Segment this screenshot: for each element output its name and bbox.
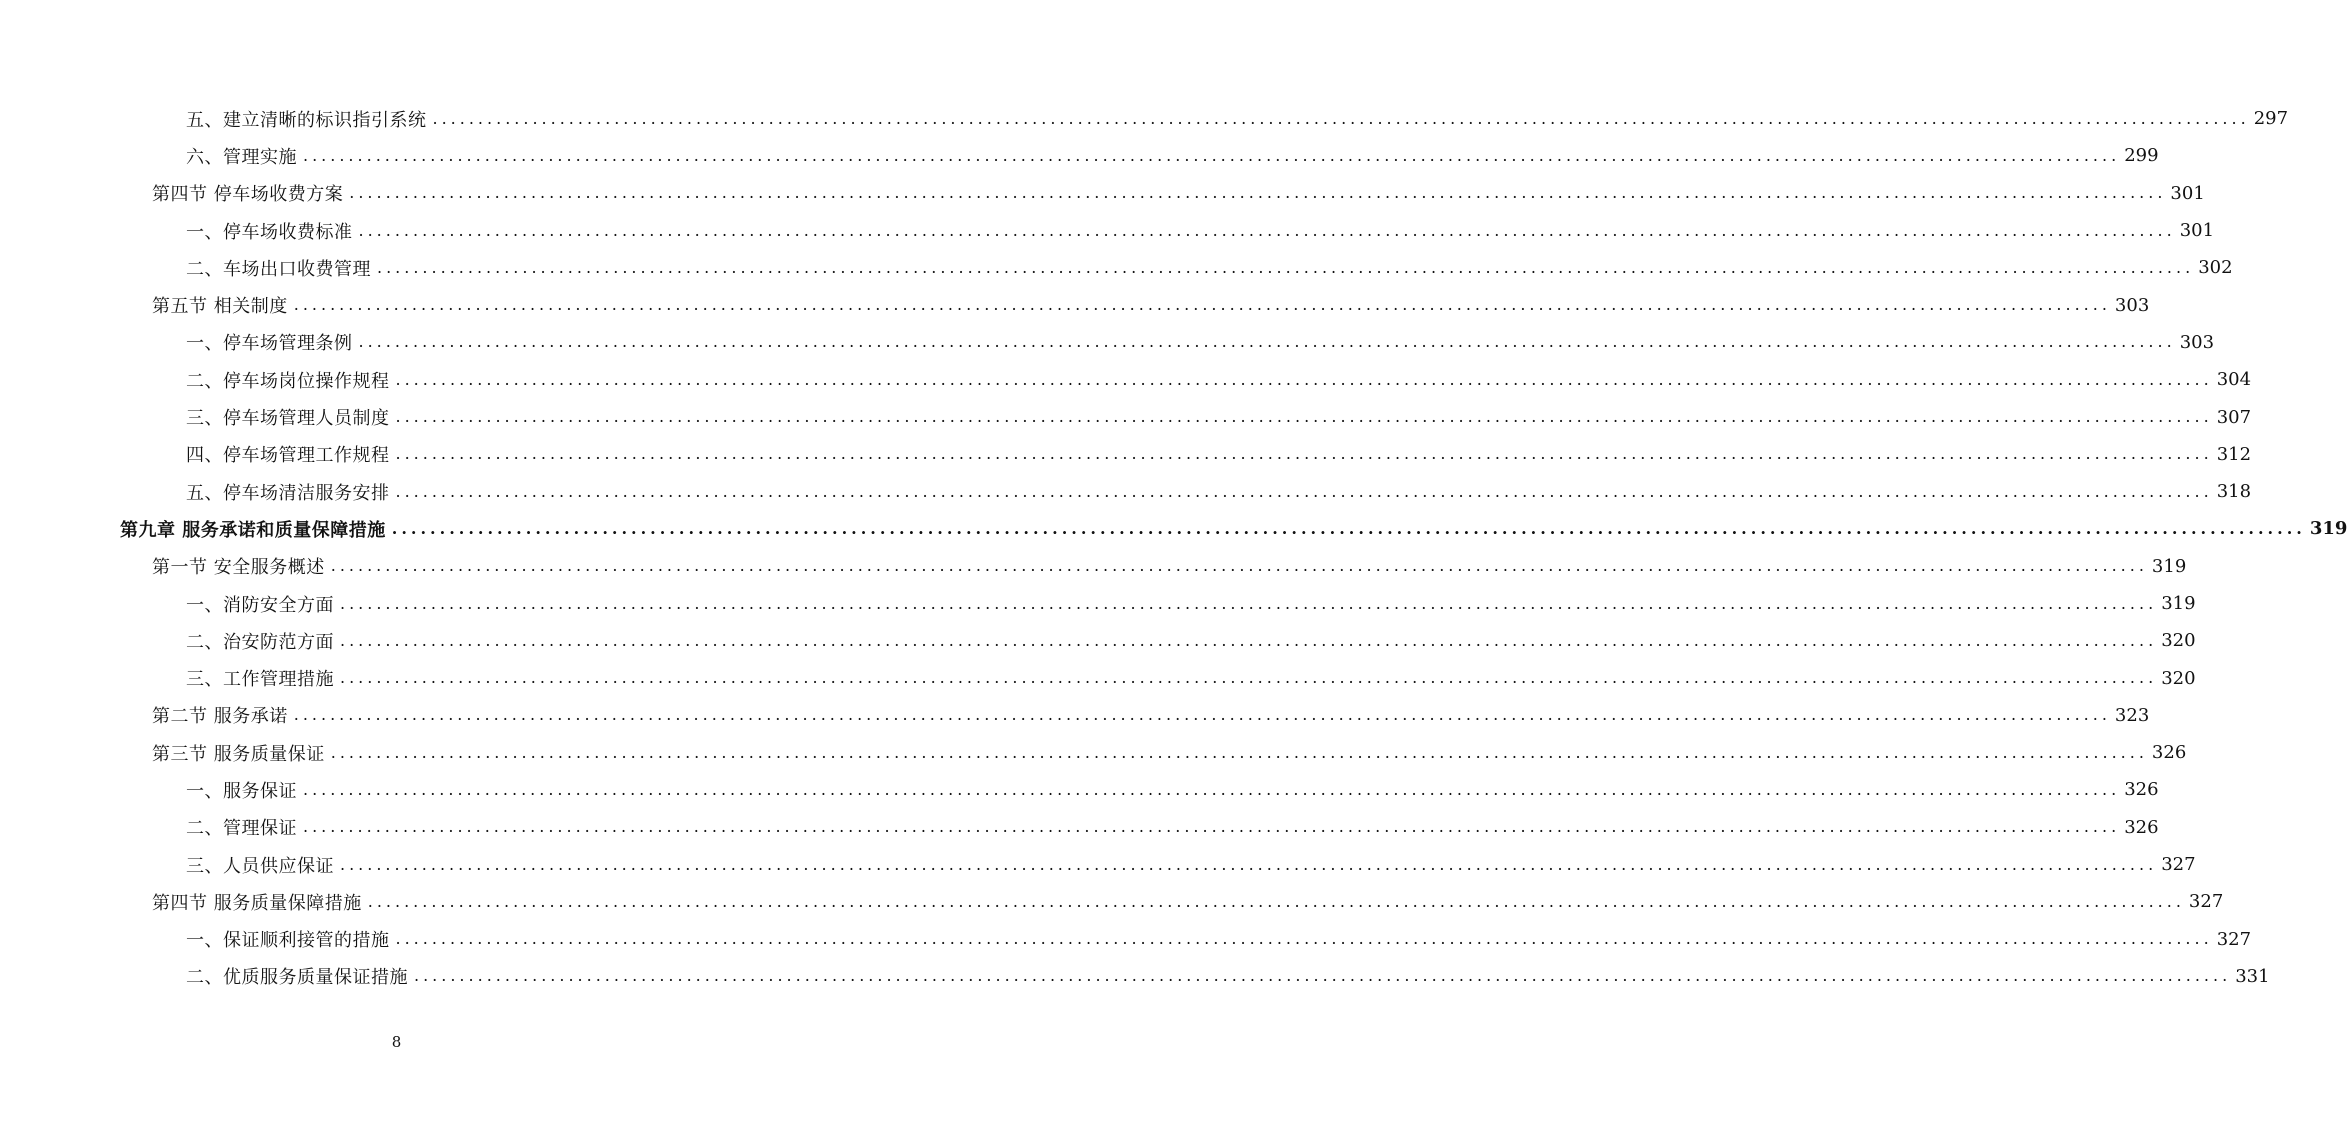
toc-entry-page-number: 323 — [2114, 704, 2150, 726]
toc-entry-title: 第四节 停车场收费方案 — [152, 184, 344, 206]
toc-entry-page-number: 320 — [2161, 667, 2196, 689]
toc-entry[interactable] — [0, 249, 2233, 286]
dot-leader: ........................................................................................................................................................................................................ — [395, 407, 2213, 427]
page-number: 8 — [391, 1033, 402, 1051]
dot-leader: ........................................................................................................................................................................................................ — [303, 145, 2121, 165]
dot-leader: ........................................................................................................................................................................................................ — [358, 220, 2176, 240]
toc-entry-page-number: 303 — [2114, 294, 2150, 316]
toc-entry[interactable] — [0, 883, 2224, 920]
toc-entry-title: 六、管理实施 — [186, 146, 297, 168]
toc-entry-page-number: 326 — [2124, 779, 2159, 801]
dot-leader: ........................................................................................................................................................................................................ — [395, 929, 2213, 949]
toc-entry-page-number: 327 — [2216, 928, 2252, 950]
dot-leader: ........................................................................................................................................................................................................ — [432, 108, 2250, 128]
toc-entry-title: 五、建立清晰的标识指引系统 — [186, 109, 427, 131]
toc-entry-page-number: 307 — [2216, 406, 2252, 428]
toc-entry[interactable] — [0, 212, 2215, 249]
toc-entry-page-number: 327 — [2188, 891, 2224, 913]
toc-entry[interactable] — [0, 398, 2252, 435]
toc-entry-title: 一、停车场管理条例 — [186, 333, 353, 355]
dot-leader: ........................................................................................................................................................................................................ — [340, 593, 2158, 613]
toc-entry[interactable] — [0, 846, 2196, 883]
toc-entry-page-number: 303 — [2179, 331, 2215, 353]
dot-leader: ........................................................................................................................................................................................................ — [293, 705, 2111, 725]
toc-entry-page-number: 326 — [2151, 742, 2187, 764]
toc-entry-title: 二、管理保证 — [186, 818, 297, 840]
toc-entry[interactable] — [0, 548, 2187, 585]
toc-entry[interactable] — [0, 436, 2252, 473]
toc-entry-title: 五、停车场清洁服务安排 — [186, 482, 390, 504]
dot-leader: ........................................................................................................................................................................................................ — [303, 817, 2121, 837]
toc-entry-page-number: 301 — [2170, 182, 2205, 204]
toc-entry-title: 第九章 服务承诺和质量保障措施 — [120, 519, 386, 541]
toc-entry-page-number: 319 — [2161, 593, 2196, 614]
toc-entry[interactable] — [0, 771, 2159, 808]
toc-entry-page-number: 320 — [2161, 630, 2196, 652]
toc-entry-title: 一、消防安全方面 — [186, 594, 334, 616]
toc-entry[interactable] — [0, 286, 2150, 323]
toc-entry-title: 一、停车场收费标准 — [186, 221, 353, 243]
toc-entry-page-number: 319 — [2151, 555, 2187, 577]
dot-leader: ........................................................................................................................................................................................................ — [340, 854, 2158, 874]
toc-entry[interactable] — [0, 958, 2270, 995]
toc-entry[interactable] — [0, 622, 2196, 659]
toc-entry[interactable] — [0, 100, 2289, 137]
dot-leader: ........................................................................................................................................................................................................ — [367, 891, 2185, 911]
toc-entry-title: 第四节 服务质量保障措施 — [152, 892, 362, 914]
dot-leader: ........................................................................................................................................................................................................ — [340, 630, 2158, 650]
dot-leader: ........................................................................................................................................................................................................ — [330, 556, 2148, 576]
dot-leader: ........................................................................................................................................................................................................ — [395, 481, 2213, 501]
toc-entry-title: 一、服务保证 — [186, 780, 297, 802]
toc-entry-title: 第一节 安全服务概述 — [152, 557, 325, 579]
toc-entry-page-number: 319 — [2309, 518, 2347, 540]
toc-entry[interactable] — [0, 473, 2252, 510]
toc-entry[interactable] — [0, 921, 2252, 958]
toc-entry-title: 四、停车场管理工作规程 — [186, 445, 390, 467]
toc-entry-title: 二、停车场岗位操作规程 — [186, 370, 390, 392]
toc-entry-page-number: 302 — [2198, 257, 2233, 279]
toc-entry-title: 二、优质服务质量保证措施 — [186, 967, 408, 989]
toc-entry-title: 一、保证顺利接管的措施 — [186, 930, 390, 952]
toc-entry-title: 第二节 服务承诺 — [152, 706, 288, 728]
toc-entry[interactable] — [0, 510, 2347, 547]
toc-entry-page-number: 326 — [2124, 816, 2159, 838]
toc-entry-title: 二、车场出口收费管理 — [186, 258, 371, 280]
toc-entry-page-number: 331 — [2235, 965, 2270, 987]
dot-leader: ........................................................................................................................................................................................................ — [340, 668, 2158, 688]
dot-leader: ........................................................................................................................................................................................................ — [395, 369, 2213, 389]
dot-leader: ........................................................................................................................................................................................................ — [303, 779, 2121, 799]
toc-entry-title: 二、治安防范方面 — [186, 631, 334, 653]
toc-entry-title: 第三节 服务质量保证 — [152, 743, 325, 765]
toc-entry[interactable] — [0, 585, 2196, 622]
toc-entry-title: 第五节 相关制度 — [152, 296, 288, 318]
toc-entry-title: 三、停车场管理人员制度 — [186, 408, 390, 430]
dot-leader: ........................................................................................................................................................................................................ — [330, 742, 2148, 762]
dot-leader: ........................................................................................................................................................................................................ — [358, 332, 2176, 352]
toc-entry[interactable] — [0, 697, 2150, 734]
toc-entry-page-number: 301 — [2179, 220, 2215, 242]
toc-entry[interactable] — [0, 809, 2159, 846]
table-of-contents — [0, 100, 2347, 995]
toc-entry-page-number: 304 — [2216, 369, 2252, 391]
toc-entry[interactable] — [0, 324, 2215, 361]
dot-leader: ........................................................................................................................................................................................................ — [293, 295, 2111, 315]
dot-leader: ........................................................................................................................................................................................................ — [395, 444, 2213, 464]
dot-leader: ........................................................................................................................................................................................................ — [414, 966, 2232, 986]
toc-entry-page-number: 318 — [2216, 481, 2252, 503]
toc-entry-title: 三、工作管理措施 — [186, 669, 334, 691]
dot-leader: ........................................................................................................................................................................................................ — [349, 183, 2167, 203]
toc-entry[interactable] — [0, 137, 2159, 174]
toc-entry[interactable] — [0, 734, 2187, 771]
dot-leader: ........................................................................................................................................................................................................ — [377, 257, 2195, 277]
toc-entry-page-number: 312 — [2216, 443, 2252, 465]
toc-entry-page-number: 299 — [2124, 145, 2159, 167]
toc-entry[interactable] — [0, 175, 2205, 212]
dot-leader: ........................................................................................................................................................................................................ — [391, 518, 2306, 538]
toc-entry[interactable] — [0, 361, 2252, 398]
toc-entry-page-number: 327 — [2161, 854, 2196, 876]
toc-entry[interactable] — [0, 659, 2196, 696]
toc-entry-page-number: 297 — [2253, 108, 2289, 130]
toc-entry-title: 三、人员供应保证 — [186, 855, 334, 877]
